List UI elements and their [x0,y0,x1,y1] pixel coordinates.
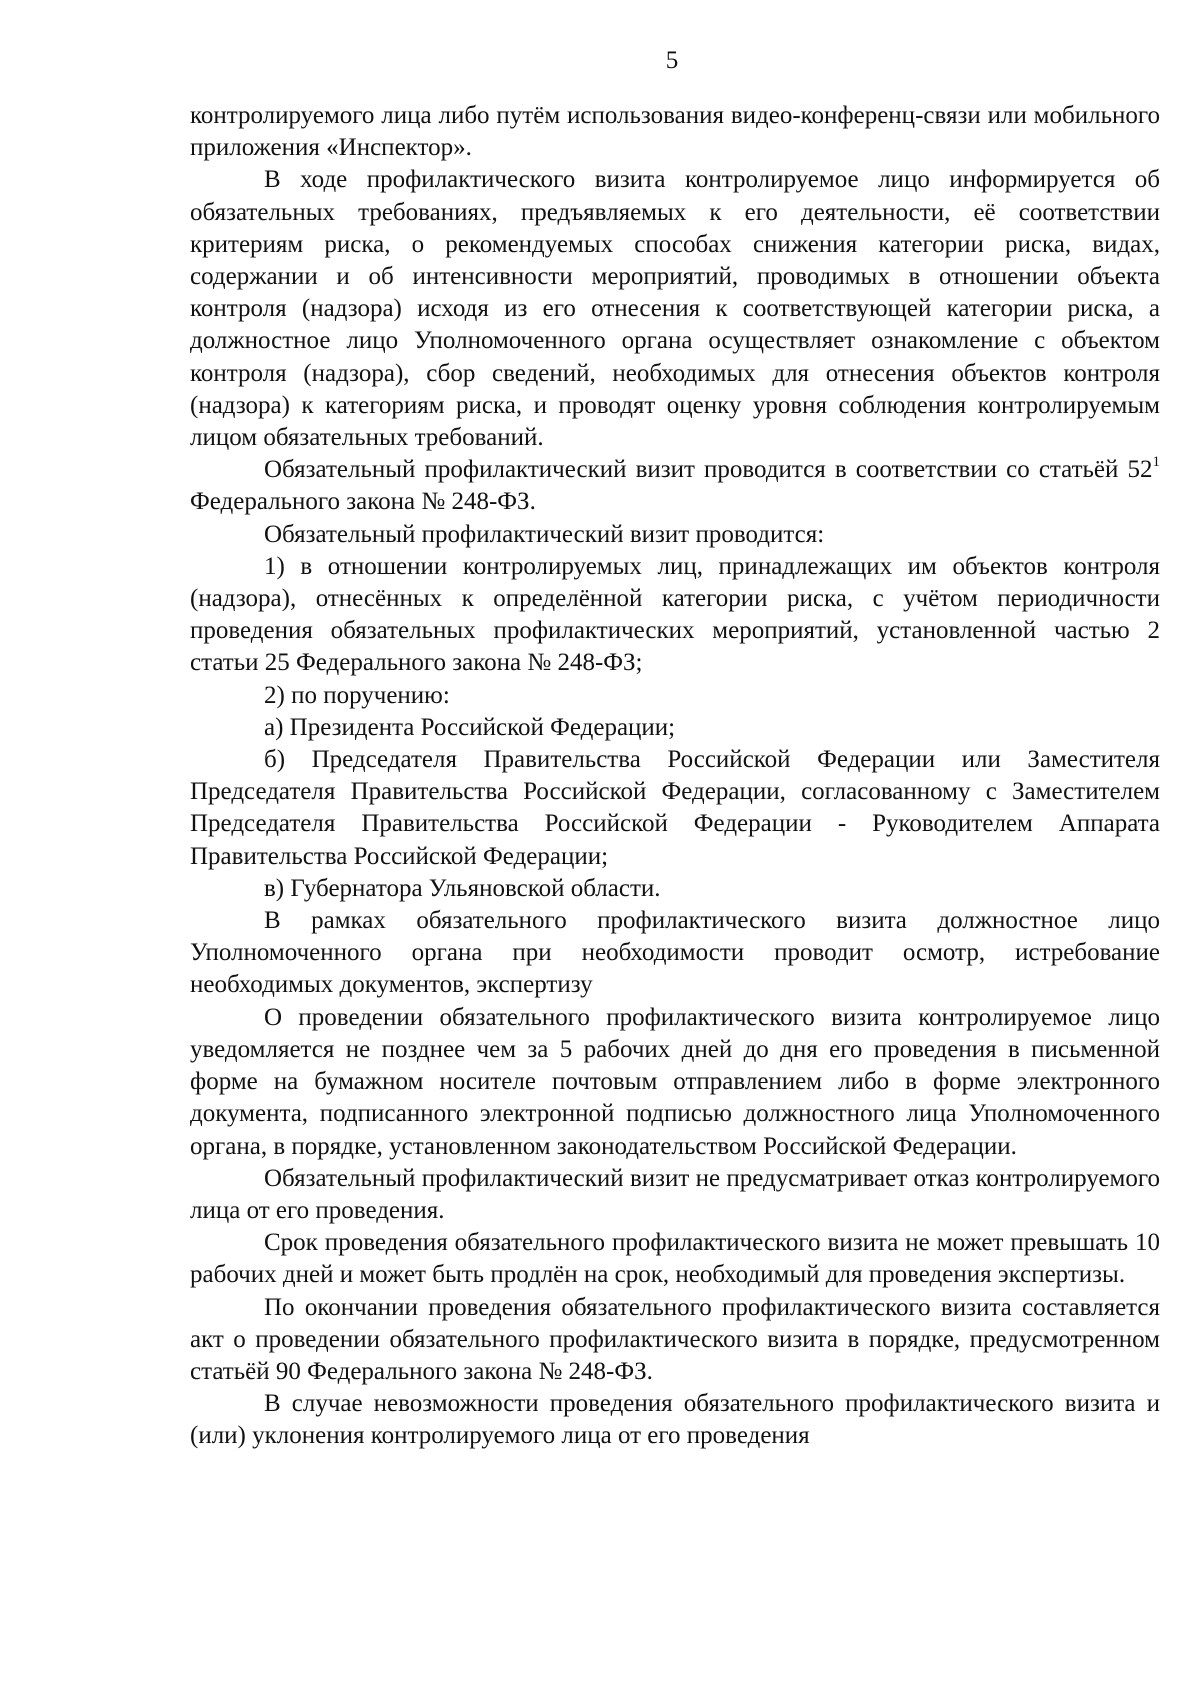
paragraph: В ходе профилактического визита контролируемое лицо информируется об обязательных требованиях, предъявляемых к его деятельности, её соответствии критериям риска, о рекомендуемых способах снижения категории риска, видах, содержании и об интенсивности мероприятий, проводимых в отношении объекта контроля (надзора) исходя из его отнесения к соответствующей категории риска, а должностное лицо Уполномоченного органа осуществляет ознакомление с объектом контроля (надзора), сбор сведений, необходимых для отнесения объектов контроля (надзора) к категориям риска, и проводят оценку уровня соблюдения контролируемым лицом обязательных требований. [190,166,1160,452]
list-item: в) Губернатора Ульяновской области. [264,874,661,902]
paragraph: О проведении обязательного профилактического визита контролируемое лицо уведомляется не позднее чем за 5 рабочих дней до дня его проведения в письменной форме на бумажном носителе почтовым отправлением либо в форме электронного документа, подписанного электронной подписью должностного лица Уполномоченного органа, в порядке, установленном законодательством Российской Федерации. [190,1003,1160,1160]
list-item: б) Председателя Правительства Российской Федерации или Заместителя Председателя Правительства Российской Федерации, согласованному с Заместителем Председателя Правительства Российской Федерации - Руководителем Аппарата Правительства Российской Федерации; [190,746,1160,870]
page-number: 5 [665,47,679,74]
paragraph: Срок проведения обязательного профилактического визита не может превышать 10 рабочих дней и может быть продлён на срок, необходимый для проведения экспертизы. [190,1229,1160,1289]
paragraph: По окончании проведения обязательного профилактического визита составляется акт о проведении обязательного профилактического визита в порядке, предусмотренном статьёй 90 Федерального закона № 248-ФЗ. [190,1293,1160,1385]
superscript-index: 1 [1152,453,1160,470]
statute-text-before: Обязательный профилактический визит проводится в соответствии со статьёй 52 [264,456,1153,484]
paragraph: Обязательный профилактический визит проводится: [264,520,825,548]
statute-text-after: Федерального закона № 248-ФЗ. [190,488,536,516]
document-body [190,100,1160,1453]
paragraph: контролируемого лица либо путём использования видео-конференц-связи или мобильного приложения «Инспектор». [190,102,1160,162]
list-item: 1) в отношении контролируемых лиц, принадлежащих им объектов контроля (надзора), отнесённых к определённой категории риска, с учётом периодичности проведения обязательных профилактических мероприятий, установленной частью 2 статьи 25 Федерального закона № 248-ФЗ; [190,552,1160,677]
list-item: 2) по поручению: [264,681,450,709]
paragraph: Обязательный профилактический визит не предусматривает отказ контролируемого лица от его проведения. [190,1164,1160,1224]
paragraph: В рамках обязательного профилактического визита должностное лицо Уполномоченного органа при необходимости проводит осмотр, истребование необходимых документов, экспертизу [190,907,1160,999]
paragraph-statute-reference [190,454,1160,518]
paragraph: В случае невозможности проведения обязательного профилактического визита и (или) уклонения контролируемого лица от его проведения [190,1390,1160,1450]
list-item: а) Президента Российской Федерации; [264,713,676,741]
